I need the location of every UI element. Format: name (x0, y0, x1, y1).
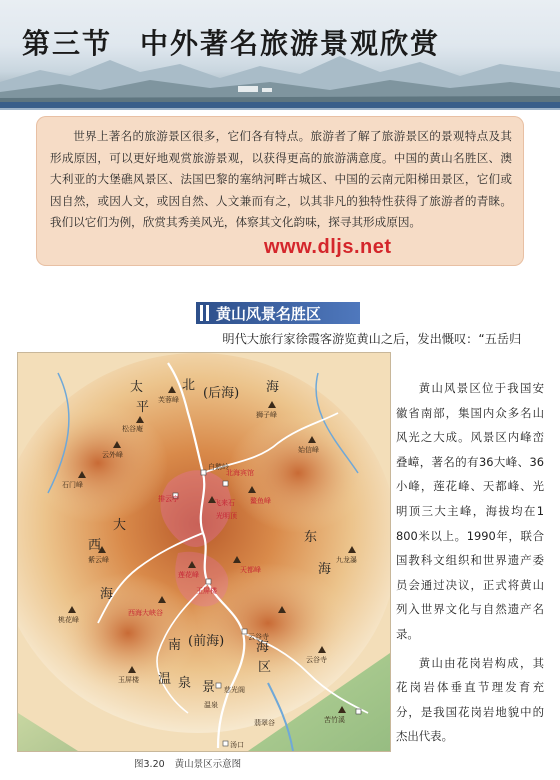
map-label-ping: 平 (136, 400, 150, 415)
map-label-west: 西 (88, 538, 102, 553)
map-peak-label: 桃花峰 (58, 616, 79, 624)
map-label-sea-west: 海 (100, 587, 114, 602)
map-poi-label: 排云亭 (158, 495, 179, 503)
map-label-area: 区 (258, 660, 272, 675)
map-poi-label: 西海大峡谷 (128, 609, 163, 617)
section-number: 第三节 (22, 27, 113, 60)
body-paragraph: 黄山风景区位于我国安徽省南部，集国内众多名山风光之大成。风景区内峰峦叠嶂，著名的有36大峰、36小峰，莲花峰、天都峰、光明顶三大主峰，海拔均在1 800米以上。1990年，联合国教科文组织和世界遗产委员会通过决议，正式将黄山列入世界文化与自然遗产名录。 (396, 381, 544, 641)
map-label-south: 南 (168, 638, 182, 653)
map-label-north: 北 (182, 378, 196, 393)
map-label-tai: 太 (130, 380, 144, 395)
chapter-banner (0, 0, 560, 102)
map-peak-label: 九龙瀑 (336, 556, 357, 564)
map-poi-label: 北海宾馆 (226, 469, 254, 477)
map-peak-label: 莲花峰 (178, 571, 199, 579)
section-title: 中外著名旅游景观欣赏 (140, 27, 441, 60)
map-label-da: 大 (113, 518, 127, 533)
map-figure (18, 353, 390, 751)
map-poi-label: 温泉 (204, 701, 218, 709)
section-heading-bar (196, 302, 360, 324)
map-peak-label: 始信峰 (298, 446, 319, 454)
banner-stripe-light (0, 108, 560, 110)
map-label-sea-east: 海 (318, 562, 332, 577)
body-paragraph: 黄山由花岗岩构成，其花岗岩体垂直节理发育充分，是我国花岗岩地貌中的杰出代表。 (396, 655, 544, 744)
map-label-sea-name: (后海) (203, 386, 240, 401)
map-label-east: 东 (304, 530, 318, 545)
map-peak-label: 云谷寺 (306, 656, 327, 664)
map-peak-label: 飞来石 (214, 499, 235, 507)
map-peak-label: 松谷庵 (122, 425, 143, 433)
map-label-spring: 泉 (178, 676, 192, 691)
map-peak-label: 云外峰 (102, 451, 123, 459)
map-label-hot: 温 (158, 672, 172, 687)
map-peak-label: 狮子峰 (256, 411, 277, 419)
map-peak-label: 天都峰 (240, 566, 261, 574)
map-peak-label: 苦竹溪 (324, 716, 345, 724)
map-peak-label: 石门峰 (62, 481, 83, 489)
map-label-scenic: 景 (202, 680, 216, 695)
map-caption (134, 756, 241, 770)
page-title (22, 22, 440, 62)
map-poi-label: 汤口 (230, 741, 244, 749)
map-poi-label: 翡翠谷 (254, 719, 275, 727)
map-peak-label: 光明顶 (216, 512, 237, 520)
map-peak-label: 芙蓉峰 (158, 396, 179, 404)
heading-stripes-icon (200, 305, 212, 321)
map-label-sea-south: 海 (256, 640, 270, 655)
map-poi-label: 玉屏楼 (196, 587, 217, 595)
map-poi-label: 白鹅岭 (208, 463, 229, 471)
figure-number: 图3.20 (134, 759, 165, 770)
map-label-sea-north: 海 (266, 380, 280, 395)
map-peak-label: 紫云峰 (88, 556, 109, 564)
intro-paragraph: 世界上著名的旅游景区很多，它们各有特点。旅游者了解了旅游景区的景观特点及其形成原因，可以更好地观赏旅游景观，以获得更高的旅游满意度。中国的黄山名胜区、澳大利亚的大堡礁风景区、法国巴黎的塞纳河畔古城区、中国的云南元阳梯田景区，它们或因自然，或因人文，或因自然、人文兼而有之，以其非凡的独特性获得了旅游者的青睐。我们以它们为例，欣赏其秀美风光，体察其文化韵味，探寻其形成原因。 (50, 129, 512, 229)
body-text-column (396, 376, 544, 749)
figure-title: 黄山景区示意图 (174, 759, 242, 770)
section-heading: 黄山风景名胜区 (216, 305, 322, 323)
map-peak-label: 玉屏楼 (118, 676, 139, 684)
lead-quote: 明代大旅行家徐霞客游览黄山之后，发出慨叹：“五岳归 (222, 332, 522, 346)
map-poi-label: 慈光阁 (224, 686, 245, 694)
watermark: www.dljs.net (264, 236, 392, 258)
huangshan-map (17, 352, 391, 752)
map-poi-label: 云谷寺 (248, 633, 269, 641)
map-label-front-sea: (前海) (188, 634, 225, 649)
map-peak-label: 鳌鱼峰 (250, 497, 271, 505)
